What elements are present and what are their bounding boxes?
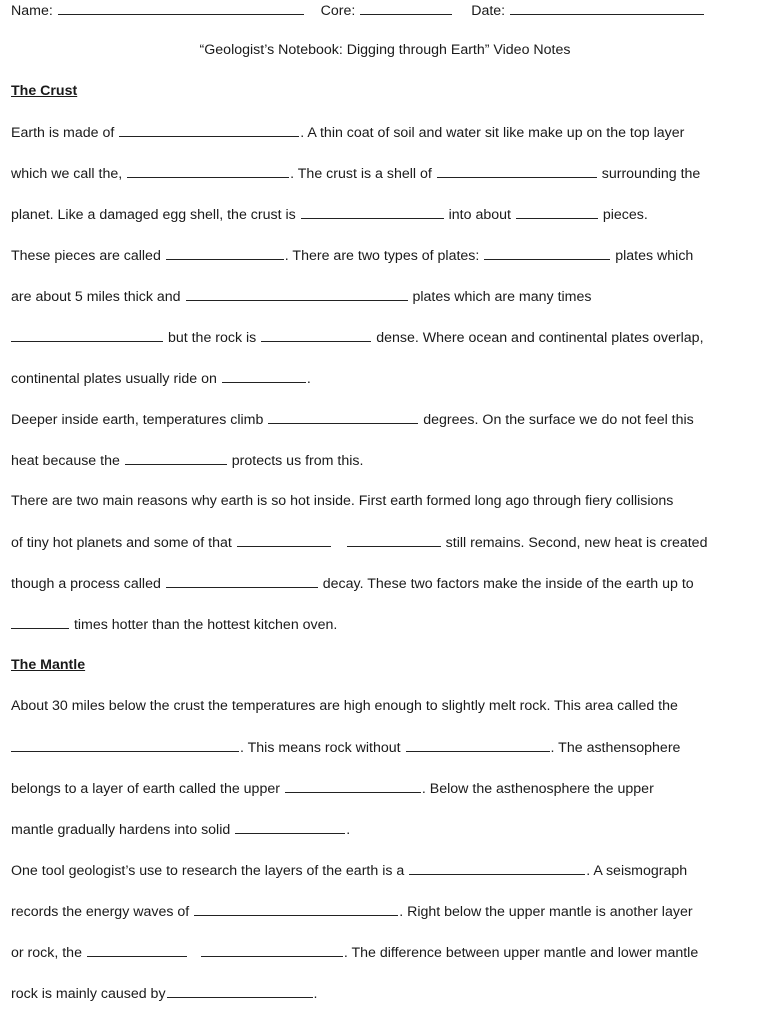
text-line [11,163,700,184]
answer-blank[interactable] [166,245,284,260]
answer-blank[interactable] [11,737,239,752]
line-text: but the rock is [167,330,257,346]
text-line [11,491,673,511]
answer-blank[interactable] [201,942,343,957]
text-line [11,901,693,922]
answer-blank[interactable] [127,163,289,178]
line-text: mantle gradually hardens into solid [11,822,231,838]
text-line [11,532,707,553]
text-line [11,614,337,635]
text-line [11,573,694,594]
line-text: though a process called [11,576,161,592]
line-text: decay. These two factors make the inside of the earth up to [322,576,694,592]
text-line [11,696,678,716]
answer-blank[interactable] [261,327,371,342]
line-text: About 30 miles below the crust the temperatures are high enough to slightly melt rock. This area called the [11,698,678,714]
answer-blank[interactable] [186,286,408,301]
answer-blank[interactable] [484,245,610,260]
line-text: pieces. [602,207,648,223]
line-text: plates which [615,248,694,264]
core-label: Core: [320,3,356,19]
text-line [11,778,654,799]
line-text: . [313,986,318,1002]
line-text: . This means rock without [240,740,401,756]
section-heading-mantle: The Mantle [11,657,86,673]
answer-blank[interactable] [237,532,331,547]
text-line [11,245,693,266]
line-text: continental plates usually ride on [11,371,217,387]
line-text: or rock, the [11,945,82,961]
line-text: belongs to a layer of earth called the upper [11,781,280,797]
text-line [11,983,318,1004]
text-line [11,327,704,348]
line-text: degrees. On the surface we do not feel this [423,412,694,428]
text-line [11,942,698,963]
answer-blank[interactable] [285,778,421,793]
line-text: . The crust is a shell of [290,166,432,182]
answer-blank[interactable] [235,819,345,834]
line-text: surrounding the [601,166,701,182]
text-line [11,450,363,471]
line-text: Earth is made of [11,125,115,141]
text-line [11,204,648,225]
line-text: Deeper inside earth, temperatures climb [11,412,264,428]
line-text: of tiny hot planets and some of that [11,535,232,551]
answer-blank[interactable] [166,573,318,588]
line-text: which we call the, [11,166,123,182]
line-text: are about 5 miles thick and [11,289,181,305]
answer-blank[interactable] [87,942,187,957]
line-text: . The difference between upper mantle and lower mantle [343,945,699,961]
answer-blank[interactable] [406,737,550,752]
text-line [11,819,350,840]
answer-blank[interactable] [516,204,598,219]
section-heading-crust: The Crust [11,83,78,99]
line-text: into about [448,207,511,223]
date-label: Date: [471,3,506,19]
line-text: records the energy waves of [11,904,190,920]
text-line [11,122,684,143]
line-text: protects us from this. [231,453,364,469]
answer-blank[interactable] [222,368,306,383]
line-text: . [346,822,351,838]
line-text: still remains. Second, new heat is created [445,535,708,551]
line-text: rock is mainly caused by [11,986,166,1002]
answer-blank[interactable] [301,204,444,219]
answer-blank[interactable] [11,614,69,629]
answer-blank[interactable] [167,983,313,998]
name-label: Name: [11,3,53,19]
line-text: heat because the [11,453,120,469]
answer-blank[interactable] [409,860,585,875]
answer-blank[interactable] [125,450,227,465]
answer-blank[interactable] [347,532,441,547]
text-line [11,368,311,389]
text-line [11,286,591,307]
line-text: One tool geologist’s use to research the layers of the earth is a [11,863,405,879]
line-text: plates which are many times [412,289,592,305]
line-text: . A seismograph [586,863,688,879]
date-blank[interactable] [510,0,704,15]
text-line [11,737,680,758]
text-line [11,409,694,430]
answer-blank[interactable] [11,327,163,342]
answer-blank[interactable] [268,409,418,424]
answer-blank[interactable] [437,163,597,178]
line-text: These pieces are called [11,248,161,264]
line-text: . Right below the upper mantle is another layer [399,904,693,920]
line-text: planet. Like a damaged egg shell, the crust is [11,207,296,223]
answer-blank[interactable] [119,122,299,137]
name-blank[interactable] [58,0,304,15]
answer-blank[interactable] [194,901,398,916]
line-text: . A thin coat of soil and water sit like make up on the top layer [300,125,685,141]
line-text: dense. Where ocean and continental plates overlap, [376,330,704,346]
line-text: There are two main reasons why earth is so hot inside. First earth formed long ago through fiery collisions [11,493,674,509]
line-text: . There are two types of plates: [284,248,480,264]
line-text: times hotter than the hottest kitchen oven. [73,617,338,633]
page-title: “Geologist’s Notebook: Digging through Earth” Video Notes [199,42,571,58]
line-text: . The asthensophere [550,740,681,756]
line-text: . Below the asthenosphere the upper [421,781,654,797]
core-blank[interactable] [360,0,452,15]
text-line [11,860,687,881]
header-row [11,0,705,21]
line-text: . [306,371,311,387]
